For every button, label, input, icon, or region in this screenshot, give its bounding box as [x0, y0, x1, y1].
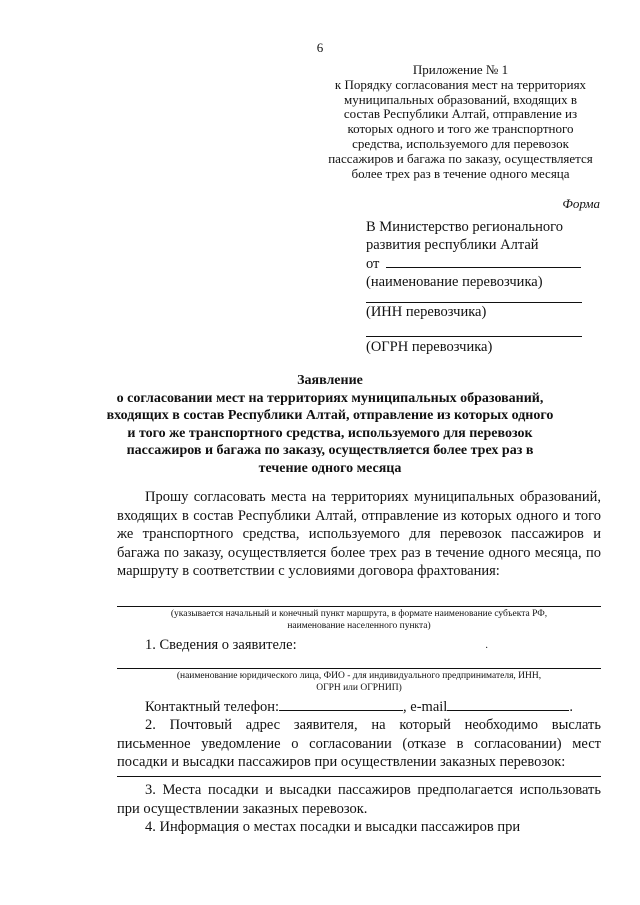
item-1-applicant: 1. Сведения о заявителе: [145, 637, 297, 653]
contact-line [145, 697, 573, 716]
inn-field[interactable] [366, 302, 582, 303]
ogrn-hint: (ОГРН перевозчика) [366, 339, 493, 355]
route-hint-line: (указывается начальный и конечный пункт маршрута, в формате наименование субъекта РФ, [170, 609, 548, 619]
phone-field[interactable] [279, 697, 403, 711]
appendix-line: к Порядку согласования мест на территориях [334, 76, 587, 92]
intro-paragraph: Прошу согласовать места на территориях муниципальных образований, входящих в состав Республики Алтай, отправление из которых одного и того же транспортного средства, используемого для перевозок пассажиров и багажа по заказу, осуществляется более трех раз в течение одного месяца, по маршруту в соответствии с условиями договора фрахтования: [117, 489, 601, 579]
form-label: Форма [562, 196, 600, 211]
postal-address-field[interactable] [117, 776, 601, 777]
appendix-line: пассажиров и багажа по заказу, осуществляется [328, 150, 593, 166]
route-hint-line: наименование населенного пункта) [287, 620, 431, 631]
email-field[interactable] [447, 697, 569, 711]
appendix-header [318, 63, 603, 181]
title-line: о согласовании мест на территориях муниципальных образований, [116, 390, 544, 406]
addressee-line: развития республики Алтай [366, 237, 539, 253]
addressee-block [366, 218, 606, 291]
from-label: от [366, 256, 380, 272]
appendix-line: состав Республики Алтай, отправление из [343, 106, 578, 122]
phone-label: Контактный телефон: [145, 699, 280, 715]
carrier-name-field[interactable] [386, 254, 581, 268]
title-line: пассажиров и багажа по заказу, осуществляется более трех раз в [126, 443, 534, 458]
title-line: входящих в состав Республики Алтай, отправление из которых одного [106, 408, 554, 423]
applicant-hint [117, 671, 601, 694]
title-heading: Заявление [297, 373, 363, 388]
appendix-line: муниципальных образований, входящих в [343, 91, 578, 107]
ogrn-field[interactable] [366, 336, 582, 337]
appendix-line: которых одного и того же транспортного [347, 121, 574, 137]
stray-mark: · [485, 643, 489, 654]
route-field[interactable] [117, 606, 601, 607]
applicant-hint-line: ОГРН или ОГРНИП) [316, 682, 402, 693]
appendix-line: Приложение № 1 [412, 62, 509, 77]
item-4-info: 4. Информация о местах посадки и высадки пассажиров при [145, 819, 521, 835]
title-line: и того же транспортного средства, используемого для перевозок [127, 425, 533, 441]
applicant-hint-line: (наименование юридического лица, ФИО - для индивидуального предпринимателя, ИНН, [176, 671, 542, 681]
route-hint [117, 609, 601, 632]
end-period: . [569, 699, 573, 715]
addressee-line: В Министерство регионального [366, 219, 563, 235]
application-title [95, 372, 565, 477]
item-3-stops: 3. Места посадки и высадки пассажиров предполагается использовать при осуществлении заказных перевозок. [117, 782, 601, 817]
carrier-name-hint: (наименование перевозчика) [366, 274, 543, 290]
inn-hint: (ИНН перевозчика) [366, 304, 487, 320]
from-line [366, 254, 606, 273]
page-number: 6 [316, 40, 324, 55]
email-label: , e-mail [403, 699, 448, 715]
applicant-field[interactable] [117, 668, 601, 669]
appendix-line: более трех раз в течение одного месяца [351, 165, 570, 181]
appendix-line: средства, используемого для перевозок [352, 135, 569, 151]
item-2-postal-address: 2. Почтовый адрес заявителя, на который необходимо выслать письменное уведомление о согласовании (отказе в согласовании) мест посадки и высадки пассажиров при осуществлении заказных перевозок: [117, 717, 601, 770]
title-line: течение одного месяца [258, 460, 402, 476]
